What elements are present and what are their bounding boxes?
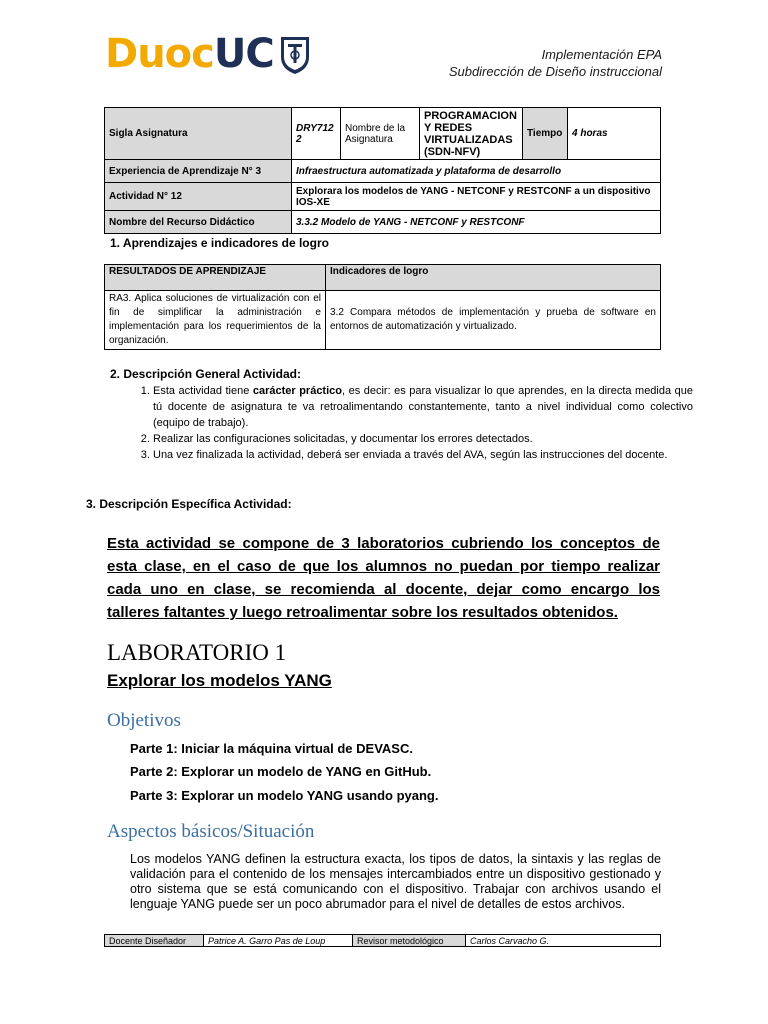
- indicator-text: 3.2 Compara métodos de implementación y prueba de software en entornos de automatización y virtualizado.: [326, 291, 661, 350]
- actividad-label: Actividad N° 12: [105, 183, 292, 211]
- header-line2: Subdirección de Diseño instruccional: [448, 64, 662, 79]
- list-item: 2. Realizar las configuraciones solicitadas, y documentar los errores detectados.: [153, 431, 693, 447]
- activity-highlight: Esta actividad se compone de 3 laboratorios cubriendo los conceptos de esta clase, en el caso de que los alumnos no puedan por tiempo realizar cada uno en clase, se recomienda al docente, dejar como encargo los talleres faltantes y luego retroalimentar sobre los resultados obtenidos.: [107, 535, 660, 621]
- item1-text-b: , es decir: es para visualizar lo que aprendes, en la directa medida que tú docente de asignatura te va retroalimentando constantemente, tanto a nivel individual como colectivo (equipo de trabajo).: [153, 385, 693, 429]
- learning-outcomes-table: [104, 264, 661, 350]
- tiempo-label: Tiempo: [523, 108, 568, 160]
- outcomes-header: RESULTADOS DE APRENDIZAJE: [105, 265, 326, 291]
- header-line1: Implementación EPA: [541, 47, 662, 62]
- section1-title: 1. Aprendizajes e indicadores de logro: [110, 236, 329, 250]
- parte-1: Parte 1: Iniciar la máquina virtual de DEVASC.: [130, 741, 413, 756]
- recurso-label: Nombre del Recurso Didáctico: [105, 211, 292, 234]
- header-right: [449, 46, 662, 80]
- revisor-value: Carlos Carvacho G.: [466, 935, 661, 947]
- item1-bold: carácter práctico: [252, 385, 342, 397]
- nombre-label: Nombre de la Asignatura: [341, 108, 420, 160]
- logo-uc-text: UC: [213, 31, 274, 77]
- actividad-value: Explorara los modelos de YANG - NETCONF y RESTCONF a un dispositivo IOS-XE: [292, 183, 661, 211]
- aspectos-heading: Aspectos básicos/Situación: [107, 821, 315, 842]
- tiempo-value: 4 horas: [568, 108, 661, 160]
- indicators-header: Indicadores de logro: [326, 265, 661, 291]
- section2-title: 2. Descripción General Actividad:: [110, 367, 301, 381]
- lab-title: LABORATORIO 1: [107, 640, 287, 665]
- section3-title: 3. Descripción Específica Actividad:: [86, 497, 292, 511]
- aspectos-text: Los modelos YANG definen la estructura exacta, los tipos de datos, la sintaxis y las reglas de validación para el contenido de los mensajes intercambiados entre un dispositivo gestionado y otro sistema que se está comunicando con el dispositivo. Trabajar con archivos usando el lenguaje YANG puede ser un poco abrumador para el nivel de detalles de estos archivos.: [130, 852, 661, 911]
- course-info-table: [104, 107, 661, 234]
- footer-table: [104, 934, 661, 947]
- duoc-uc-logo: [105, 30, 312, 78]
- recurso-value: 3.3.2 Modelo de YANG - NETCONF y RESTCONF: [292, 211, 661, 234]
- docente-label: Docente Diseñador: [105, 935, 204, 947]
- parte-2: Parte 2: Explorar un modelo de YANG en GitHub.: [130, 764, 432, 779]
- objetivos-heading: Objetivos: [107, 710, 181, 731]
- experiencia-value: Infraestructura automatizada y plataforma de desarrollo: [292, 160, 661, 183]
- list-item: 3. Una vez finalizada la actividad, deberá ser enviada a través del AVA, según las instrucciones del docente.: [153, 447, 693, 463]
- list-item: [153, 383, 693, 431]
- lab-subtitle: Explorar los modelos YANG: [107, 671, 332, 690]
- item1-text-a: Esta actividad tiene: [153, 385, 253, 397]
- experiencia-label: Experiencia de Aprendizaje N° 3: [105, 160, 292, 183]
- logo-duoc-text: Duoc: [105, 31, 214, 77]
- sigla-label: Sigla Asignatura: [105, 108, 292, 160]
- university-seal-icon: [278, 33, 312, 75]
- ra-text: RA3. Aplica soluciones de virtualización con el fin de simplificar la administración e implementación para los requerimientos de la organización.: [105, 291, 326, 350]
- nombre-value: PROGRAMACION Y REDES VIRTUALIZADAS (SDN-NFV): [420, 108, 523, 160]
- parte-3: Parte 3: Explorar un modelo YANG usando pyang.: [130, 788, 439, 803]
- revisor-label: Revisor metodológico: [353, 935, 466, 947]
- docente-value: Patrice A. Garro Pas de Loup: [204, 935, 353, 947]
- activity-list: [121, 383, 693, 463]
- sigla-value: DRY712 2: [292, 108, 341, 160]
